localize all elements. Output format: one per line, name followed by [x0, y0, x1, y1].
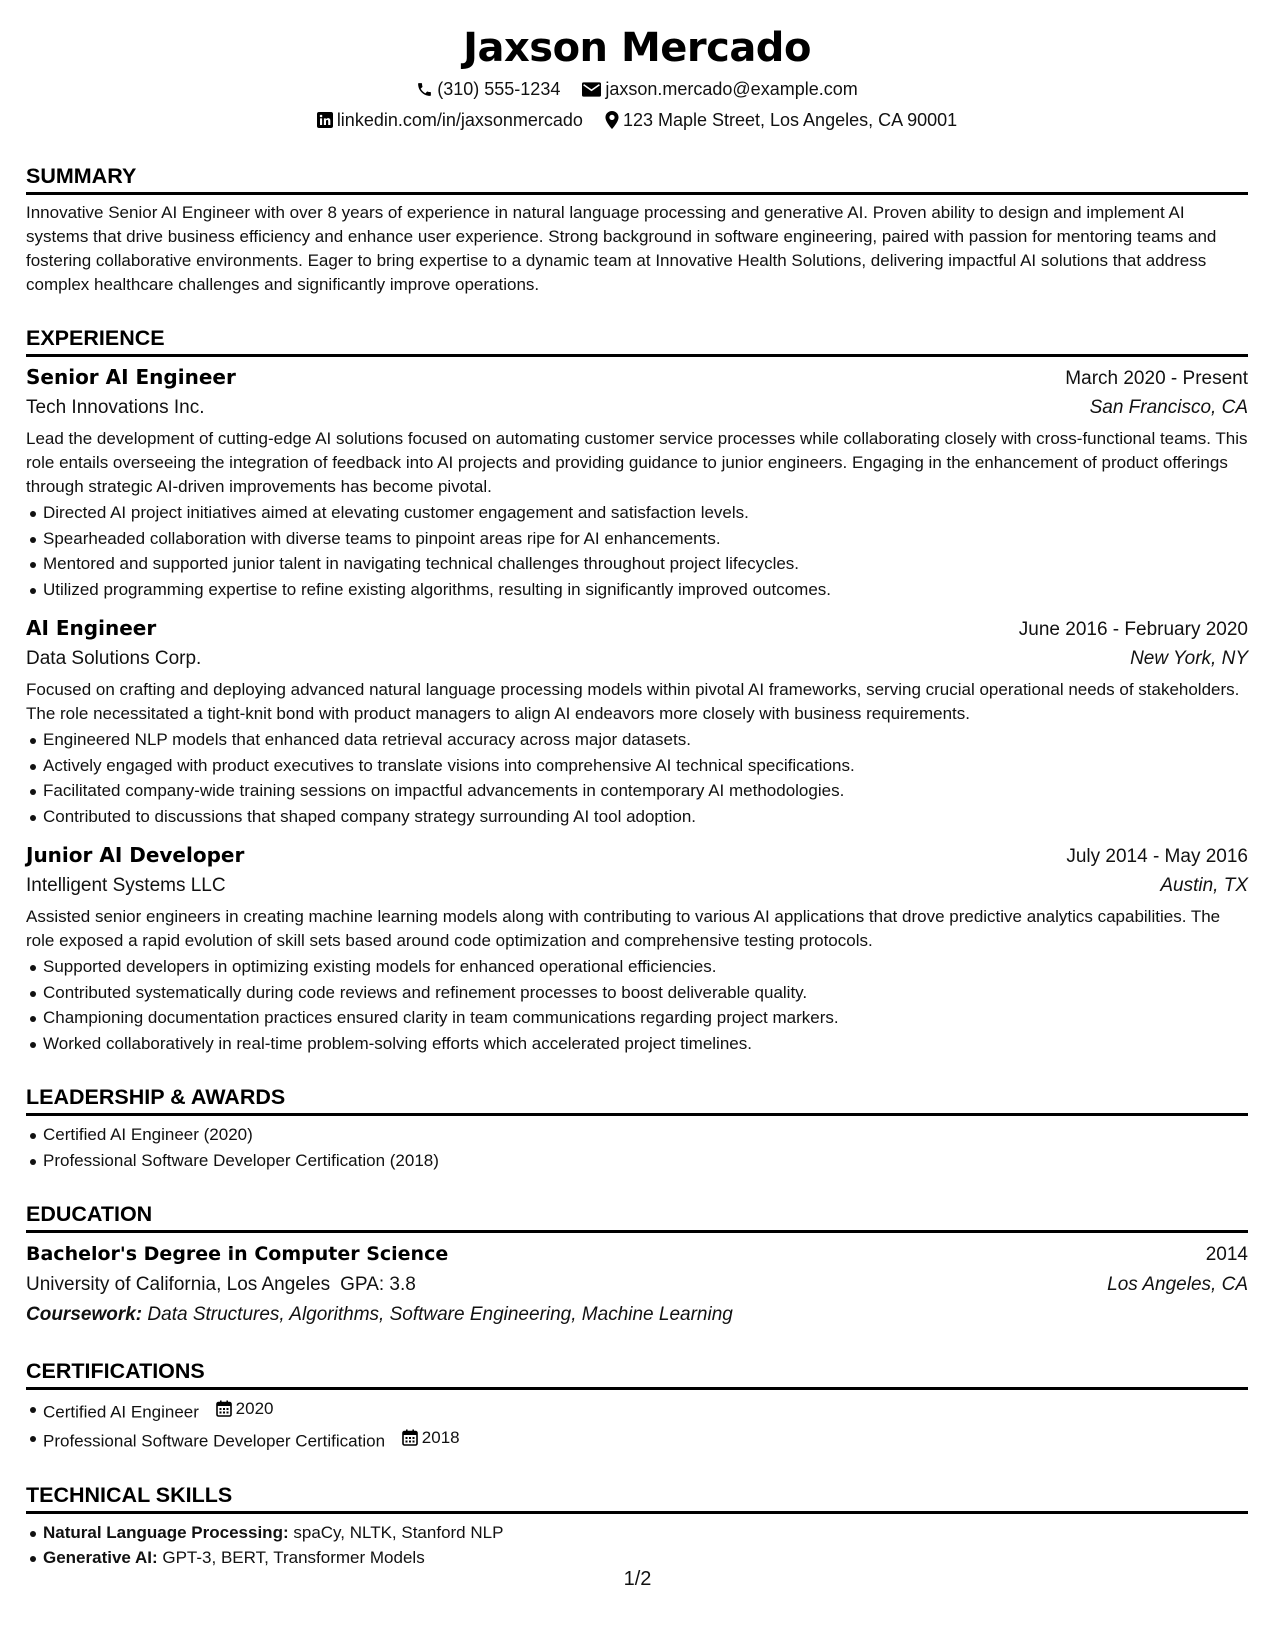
job-entry	[26, 614, 1248, 829]
certification-year: 2018	[421, 1427, 460, 1447]
leadership-section	[26, 1084, 1248, 1173]
contact-email[interactable]	[582, 78, 857, 100]
job-location: New York, NY	[1130, 648, 1248, 669]
phone-text: (310) 555-1234	[437, 79, 561, 99]
skill-item	[43, 1520, 1248, 1546]
job-title: Senior AI Engineer	[26, 365, 236, 389]
job-company: Intelligent Systems LLC	[26, 875, 226, 896]
certification-name: Certified AI Engineer	[43, 1402, 199, 1422]
contact-phone	[416, 78, 560, 100]
job-bullets	[26, 727, 1248, 829]
education-section	[26, 1201, 1248, 1330]
job-bullet: Supported developers in optimizing existing models for enhanced operational efficiencies.	[43, 954, 1248, 980]
certification-name: Professional Software Developer Certification	[43, 1431, 386, 1450]
skill-label: Generative AI:	[43, 1548, 158, 1567]
education-school-line	[26, 1270, 416, 1300]
certification-year: 2020	[235, 1399, 274, 1418]
calendar-icon	[402, 1429, 418, 1446]
coursework-label: Coursework:	[26, 1304, 143, 1325]
summary-text: Innovative Senior AI Engineer with over 8 years of experience in natural language processing and generative AI. Proven ability to design and implement AI systems that drive business efficiency and enhance user experience. Strong background in software engineering, paired with passion for mentoring teams and fostering collaborative environments. Eager to bring expertise to a dynamic team at Innovative Health Solutions, delivering impactful AI solutions that address complex healthcare challenges and significantly improve operations.	[26, 203, 1217, 294]
job-bullet: Mentored and supported junior talent in navigating technical challenges throughout project lifecycles.	[43, 551, 1248, 577]
job-bullet: Contributed systematically during code reviews and refinement processes to boost deliverable quality.	[43, 980, 1248, 1006]
education-gpa: GPA: 3.8	[340, 1274, 416, 1295]
job-description: Focused on crafting and deploying advanced natural language processing models within pivotal AI frameworks, serving crucial operational needs of stakeholders. The role necessitated a tight-knit bond with product managers to align AI endeavors more closely with business requirements.	[26, 680, 1240, 723]
linkedin-text[interactable]: linkedin.com/in/jaxsonmercado	[336, 110, 583, 130]
job-bullet: Spearheaded collaboration with diverse teams to pinpoint areas ripe for AI enhancements.	[43, 526, 1248, 552]
job-bullet: Worked collaboratively in real-time problem-solving efforts which accelerated project timelines.	[43, 1031, 1248, 1057]
section-title-leadership: LEADERSHIP & AWARDS	[26, 1084, 1248, 1116]
skill-value: spaCy, NLTK, Stanford NLP	[293, 1522, 504, 1542]
education-school: University of California, Los Angeles	[26, 1274, 331, 1295]
job-bullet: Utilized programming expertise to refine existing algorithms, resulting in significantly improved outcomes.	[43, 577, 1248, 603]
section-title-experience: EXPERIENCE	[26, 325, 1248, 357]
contact-address	[605, 109, 957, 131]
experience-section	[26, 325, 1248, 1056]
section-title-summary: SUMMARY	[26, 163, 1248, 195]
skills-section	[26, 1482, 1248, 1571]
certification-item	[43, 1396, 1248, 1425]
job-location: Austin, TX	[1160, 875, 1248, 896]
certifications-list	[26, 1396, 1248, 1454]
email-text[interactable]: jaxson.mercado@example.com	[605, 79, 858, 99]
contact-row-2	[26, 109, 1248, 131]
job-title: AI Engineer	[26, 616, 157, 640]
page-number: 1/2	[623, 1568, 652, 1590]
job-dates: June 2016 - February 2020	[1018, 619, 1248, 640]
section-title-education: EDUCATION	[26, 1201, 1248, 1233]
skill-label: Natural Language Processing:	[43, 1522, 289, 1542]
job-bullets	[26, 954, 1248, 1056]
education-coursework	[26, 1300, 1248, 1330]
education-degree: Bachelor's Degree in Computer Science	[26, 1243, 449, 1265]
job-dates: July 2014 - May 2016	[1066, 846, 1248, 867]
summary-section	[26, 163, 1248, 297]
job-bullet: Championing documentation practices ensured clarity in team communications regarding project markers.	[43, 1005, 1248, 1031]
job-bullet: Facilitated company-wide training sessions on impactful advancements in contemporary AI methodologies.	[43, 778, 1248, 804]
job-entry	[26, 363, 1248, 602]
leadership-item: Professional Software Developer Certification (2018)	[43, 1148, 1248, 1174]
job-dates: March 2020 - Present	[1065, 368, 1248, 389]
contact-linkedin[interactable]	[317, 109, 583, 131]
coursework-list: Data Structures, Algorithms, Software Engineering, Machine Learning	[147, 1304, 733, 1325]
skill-item	[43, 1545, 1248, 1571]
skills-list	[26, 1520, 1248, 1571]
job-bullet: Directed AI project initiatives aimed at elevating customer engagement and satisfaction levels.	[43, 500, 1248, 526]
job-company: Tech Innovations Inc.	[26, 397, 205, 418]
job-company: Data Solutions Corp.	[26, 648, 202, 669]
address-text: 123 Maple Street, Los Angeles, CA 90001	[622, 110, 958, 130]
education-location: Los Angeles, CA	[1107, 1274, 1248, 1295]
skill-value: GPT-3, BERT, Transformer Models	[162, 1548, 425, 1567]
certification-date	[216, 1396, 274, 1422]
job-entry	[26, 841, 1248, 1056]
envelope-icon	[582, 82, 601, 97]
job-bullets	[26, 500, 1248, 602]
leadership-list	[26, 1122, 1248, 1173]
job-description: Assisted senior engineers in creating machine learning models along with contributing to various AI applications that drove predictive analytics capabilities. The role exposed a rapid evolution of skill sets based around code optimization and comprehensive testing protocols.	[26, 907, 1221, 950]
job-description: Lead the development of cutting-edge AI solutions focused on automating customer service processes while collaborating closely with cross-functional teams. This role entails overseeing the integration of feedback into AI projects and providing guidance to junior engineers. Engaging in the enhancement of product offerings through strategic AI-driven improvements has become pivotal.	[26, 429, 1248, 496]
job-bullet: Actively engaged with product executives to translate visions into comprehensive AI technical specifications.	[43, 753, 1248, 779]
phone-icon	[416, 81, 433, 98]
resume-page	[26, 0, 1248, 1571]
certification-item	[43, 1425, 1248, 1454]
calendar-icon	[216, 1400, 232, 1417]
map-pin-icon	[605, 111, 619, 129]
contact-row-1	[26, 78, 1248, 100]
job-bullet: Contributed to discussions that shaped company strategy surrounding AI tool adoption.	[43, 804, 1248, 830]
education-year: 2014	[1205, 1244, 1248, 1265]
section-title-skills: TECHNICAL SKILLS	[26, 1482, 1248, 1514]
leadership-item: Certified AI Engineer (2020)	[43, 1122, 1248, 1148]
job-title: Junior AI Developer	[26, 843, 245, 867]
job-bullet: Engineered NLP models that enhanced data retrieval accuracy across major datasets.	[43, 727, 1248, 753]
job-location: San Francisco, CA	[1089, 397, 1248, 418]
linkedin-icon	[317, 112, 333, 128]
certification-date	[402, 1425, 460, 1451]
section-title-certifications: CERTIFICATIONS	[26, 1358, 1248, 1390]
candidate-name: Jaxson Mercado	[463, 25, 811, 71]
certifications-section	[26, 1358, 1248, 1454]
